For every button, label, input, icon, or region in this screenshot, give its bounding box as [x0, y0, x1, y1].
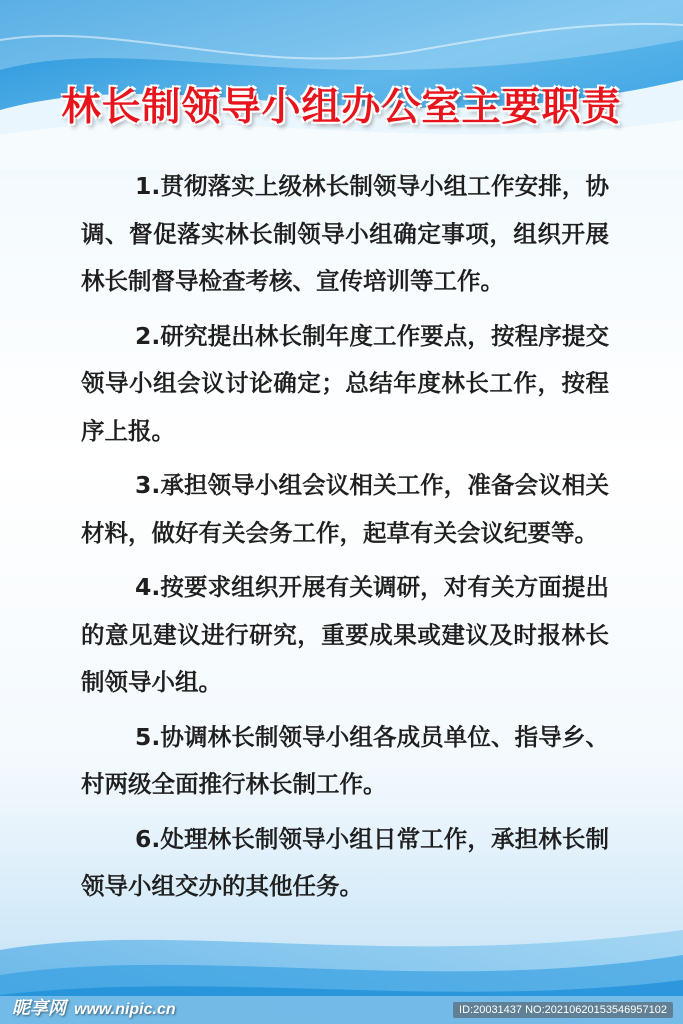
- duty-item-2: 2.研究提出林长制年度工作要点，按程序提交领导小组会议讨论确定；总结年度林长工作，按程序上报。: [81, 321, 609, 445]
- watermark-bar: [0, 996, 683, 1024]
- poster-title: 林长制领导小组办公室主要职责: [61, 85, 622, 130]
- duty-item-6: 6.处理林长制领导小组日常工作，承担林长制领导小组交办的其他任务。: [81, 824, 609, 900]
- watermark-id: ID:20031437 NO:20210620153546957102: [453, 1002, 673, 1018]
- duty-item-3: 3.承担领导小组会议相关工作，准备会议相关材料，做好有关会务工作，起草有关会议纪要等。: [81, 471, 609, 547]
- watermark-url: www.nipic.cn: [74, 1001, 176, 1018]
- watermark-logo-text: 昵享网: [12, 998, 66, 1018]
- duty-item-1: 1.贯彻落实上级林长制领导小组工作安排，协调、督促落实林长制领导小组确定事项，组织开展林长制督导检查考核、宣传培训等工作。: [81, 172, 609, 295]
- duty-item-4: 4.按要求组织开展有关调研，对有关方面提出的意见建议进行研究，重要成果或建议及时报林长制领导小组。: [81, 573, 609, 696]
- duties-list: [81, 163, 609, 918]
- watermark-logo: [12, 994, 176, 1020]
- duty-item-5: 5.协调林长制领导小组各成员单位、指导乡、村两级全面推行林长制工作。: [81, 722, 609, 798]
